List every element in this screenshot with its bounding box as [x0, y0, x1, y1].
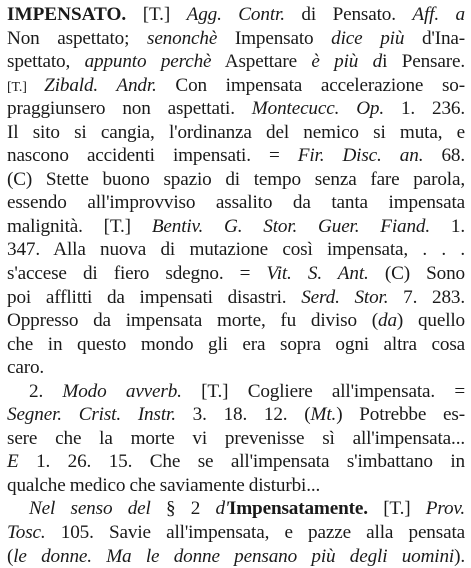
entry-body: [7, 3, 465, 568]
italic-text: Vit. S. Ant.: [266, 263, 369, 285]
entry-text: 68.: [423, 145, 465, 167]
italic-text: appunto perchè: [84, 51, 212, 73]
entry-text: 7. 283.: [388, 286, 465, 308]
italic-text: da: [378, 310, 397, 332]
entry-text: nascono accidenti impensati. =: [7, 145, 298, 167]
entry-line: [7, 27, 465, 51]
entry-text: Non aspettato;: [7, 27, 147, 49]
entry-line: [7, 144, 465, 168]
entry-line: [7, 497, 465, 521]
entry-line: [7, 450, 465, 474]
entry-text: essendo all'improvviso assalito da tanta impensata: [7, 192, 465, 214]
entry-text: malignità. [T.]: [7, 215, 152, 237]
entry-text: 347. Alla nuova di mutazione così impensata, . . .: [7, 239, 465, 261]
entry-text: d'Ina-: [404, 27, 466, 49]
entry-text: (C) Stette buono spazio di tempo senza fare parola,: [7, 168, 465, 190]
entry-text: 3. 18. 12. (: [175, 404, 311, 426]
italic-text: Prov.: [425, 498, 465, 520]
entry-line: [7, 356, 465, 380]
entry-text: (: [7, 545, 14, 567]
italic-text: Mt.: [310, 404, 337, 426]
entry-text: 105. Savie all'impensata, e pazze alla pensata: [45, 522, 465, 544]
entry-text: 1. 26. 15. Che se all'impensata s'imbattano in: [18, 451, 465, 473]
entry-text: ) quello: [396, 310, 466, 332]
entry-text: s'accese di fiero sdegno. =: [7, 263, 267, 285]
entry-text: Il sito si cangia, l'ordinanza del nemico si muta, e: [7, 121, 465, 143]
entry-line: [7, 380, 465, 404]
italic-text: le donne. Ma le donne pensano più degli uomini: [13, 545, 455, 567]
italic-text: E: [7, 451, 19, 473]
headword: IMPENSATO.: [7, 4, 127, 25]
entry-line: [7, 74, 465, 98]
entry-text: qualche medico che saviamente disturbi...: [7, 474, 321, 496]
italic-text: Nel senso del: [29, 498, 151, 520]
entry-text: [T.]: [142, 4, 187, 25]
entry-text: 1.: [430, 215, 465, 237]
entry-text: praggiunsero non aspettati.: [7, 98, 252, 120]
bold-term: Impensatamente.: [228, 498, 368, 520]
italic-text: Modo avverb.: [62, 380, 182, 402]
italic-text: dice più: [331, 27, 405, 49]
entry-text: [T.]: [367, 498, 426, 520]
entry-text: i Pensare.: [382, 51, 465, 73]
entry-line: [7, 121, 465, 145]
entry-text: [T.] Cogliere all'impensata. =: [181, 380, 465, 402]
entry-text: (C) Sono: [368, 263, 465, 285]
italic-text: d': [215, 498, 229, 520]
entry-line: [7, 238, 465, 262]
italic-text: Zibald. Andr.: [44, 74, 157, 96]
entry-text: Con impensata accelerazione so-: [156, 74, 465, 96]
entry-text: Aspettare: [211, 51, 312, 73]
entry-line: [7, 3, 465, 27]
entry-line: [7, 427, 465, 451]
entry-text: di Pensato.: [284, 4, 413, 25]
entry-text: ) Potrebbe es-: [336, 404, 465, 426]
italic-text: Aff. a: [412, 4, 465, 25]
entry-text: Oppresso da impensata morte, fu diviso (: [7, 310, 378, 332]
entry-line: [7, 333, 465, 357]
italic-text: Montecucc. Op.: [251, 98, 385, 120]
entry-text: [126, 4, 143, 25]
entry-line: [7, 97, 465, 121]
entry-text: che in questo mondo gli era sopra ogni altra cosa: [7, 333, 465, 355]
entry-line: [7, 286, 465, 310]
entry-line: [7, 403, 465, 427]
entry-line: [7, 474, 465, 498]
entry-text: [T.]: [7, 79, 45, 95]
entry-line: [7, 309, 465, 333]
entry-text: § 2: [150, 498, 216, 520]
entry-text: 1. 236.: [384, 98, 465, 120]
entry-line: [7, 50, 465, 74]
italic-text: Fir. Disc. an.: [297, 145, 424, 167]
entry-text: sere che la morte vi prevenisse sì all'impensata...: [7, 427, 465, 449]
entry-text: poi afflitti da impensati disastri.: [7, 286, 302, 308]
italic-text: Bentiv. G. Stor. Guer. Fiand.: [151, 215, 431, 237]
entry-text: spettato,: [7, 51, 85, 73]
entry-line: [7, 521, 465, 545]
entry-text: caro.: [7, 357, 45, 379]
entry-text: Impensato: [217, 27, 332, 49]
italic-text: Serd. Stor.: [301, 286, 389, 308]
italic-text: Segner. Crist. Instr.: [7, 404, 176, 426]
entry-line: [7, 215, 465, 239]
italic-text: senonchè: [147, 27, 218, 49]
entry-line: [7, 545, 465, 568]
entry-line: [7, 191, 465, 215]
entry-text: ).: [454, 545, 465, 567]
italic-text: è più d: [311, 51, 383, 73]
italic-text: Agg. Contr.: [186, 4, 285, 25]
entry-line: [7, 262, 465, 286]
entry-text: 2.: [29, 380, 63, 402]
entry-line: [7, 168, 465, 192]
italic-text: Tosc.: [7, 522, 46, 544]
